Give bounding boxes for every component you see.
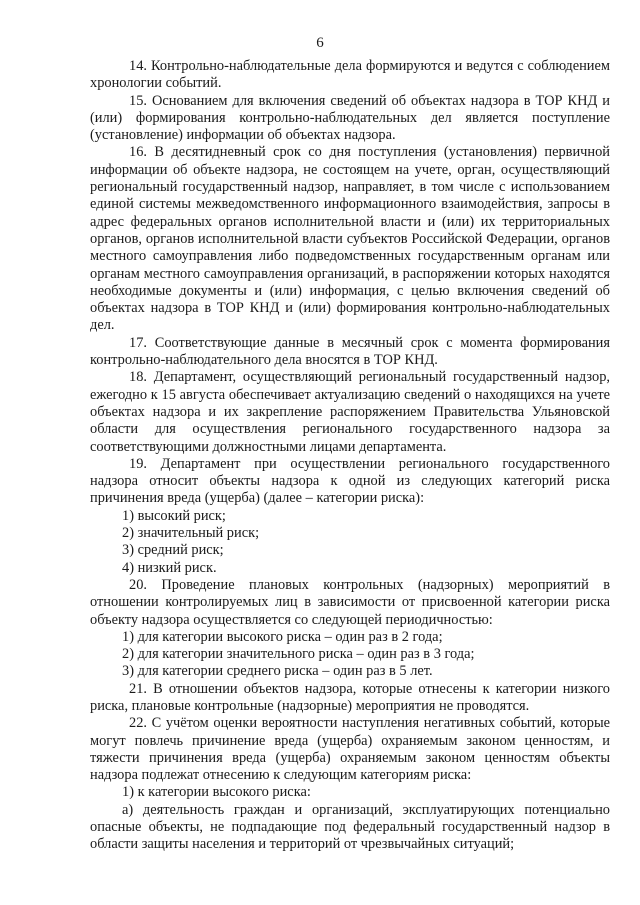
list-item: 1) к категории высокого риска: (122, 784, 311, 801)
sub-item: а) деятельность граждан и организаций, эксплуатирующих потенциально опасные объекты, не подпадающие под федеральный государственный надзор в области защиты населения и территорий от чрезвычайных ситуаций; (90, 801, 610, 853)
paragraph: 21. В отношении объектов надзора, которые отнесены к категории низкого риска, плановые контрольные (надзорные) мероприятия не проводятся. (90, 680, 610, 714)
list-item: 3) для категории среднего риска – один раз в 5 лет. (122, 663, 433, 680)
paragraph: 16. В десятидневный срок со дня поступления (установления) первичной информации об объекте надзора, не состоящем на учете, орган, осуществляющий региональный государственный надзор, направляет, в том числе с использованием единой системы межведомственного информационного взаимодействия, запросы в адрес федеральных органов исполнительной власти и (или) их территориальных органов, органов исполнительной власти субъектов Российской Федерации, органов местного самоуправления либо подведомственных государственным органам или органам местного самоуправления организаций, в распоряжении которых находятся необходимые документы и (или) информация, с целью включения сведений об объектах надзора в ТОР КНД и (или) формирования контрольно-наблюдательных дел. (90, 144, 610, 334)
paragraph: 15. Основанием для включения сведений об объектах надзора в ТОР КНД и (или) формирования контрольно-наблюдательных дел является поступление (установление) информации об объектах надзора. (90, 92, 610, 144)
list-item: 1) для категории высокого риска – один раз в 2 года; (122, 628, 443, 645)
document-body (90, 58, 610, 854)
paragraph: 17. Соответствующие данные в месячный срок с момента формирования контрольно-наблюдательного дела вносятся в ТОР КНД. (90, 334, 610, 369)
paragraph: 22. С учётом оценки вероятности наступления негативных событий, которые могут повлечь причинение вреда (ущерба) охраняемым законом ценностям, и тяжести причинения вреда (ущерба) охраняемым законом ценностям объекты надзора подлежат отнесению к следующим категориям риска: (90, 715, 610, 784)
page-number: 6 (316, 35, 324, 51)
list-item: 4) низкий риск. (122, 559, 217, 576)
list-item: 3) средний риск; (122, 542, 224, 559)
paragraph: 18. Департамент, осуществляющий региональный государственный надзор, ежегодно к 15 августа обеспечивает актуализацию сведений о находящихся на учете объектах надзора и их закрепление распоряжением Правительства Ульяновской области для осуществления регионального государственного надзора за соответствующими должностными лицами департамента. (90, 369, 610, 455)
paragraph: 19. Департамент при осуществлении регионального государственного надзора относит объекты надзора к одной из следующих категорий риска причинения вреда (ущерба) (далее – категории риска): (90, 455, 610, 507)
paragraph: 20. Проведение плановых контрольных (надзорных) мероприятий в отношении контролируемых лиц в зависимости от присвоенной категории риска объекту надзора осуществляется со следующей периодичностью: (90, 576, 610, 628)
list-item: 2) для категории значительного риска – один раз в 3 года; (122, 646, 475, 663)
list-item: 2) значительный риск; (122, 525, 260, 542)
list-item: 1) высокий риск; (122, 507, 226, 524)
paragraph: 14. Контрольно-наблюдательные дела формируются и ведутся с соблюдением хронологии событий. (90, 58, 610, 92)
